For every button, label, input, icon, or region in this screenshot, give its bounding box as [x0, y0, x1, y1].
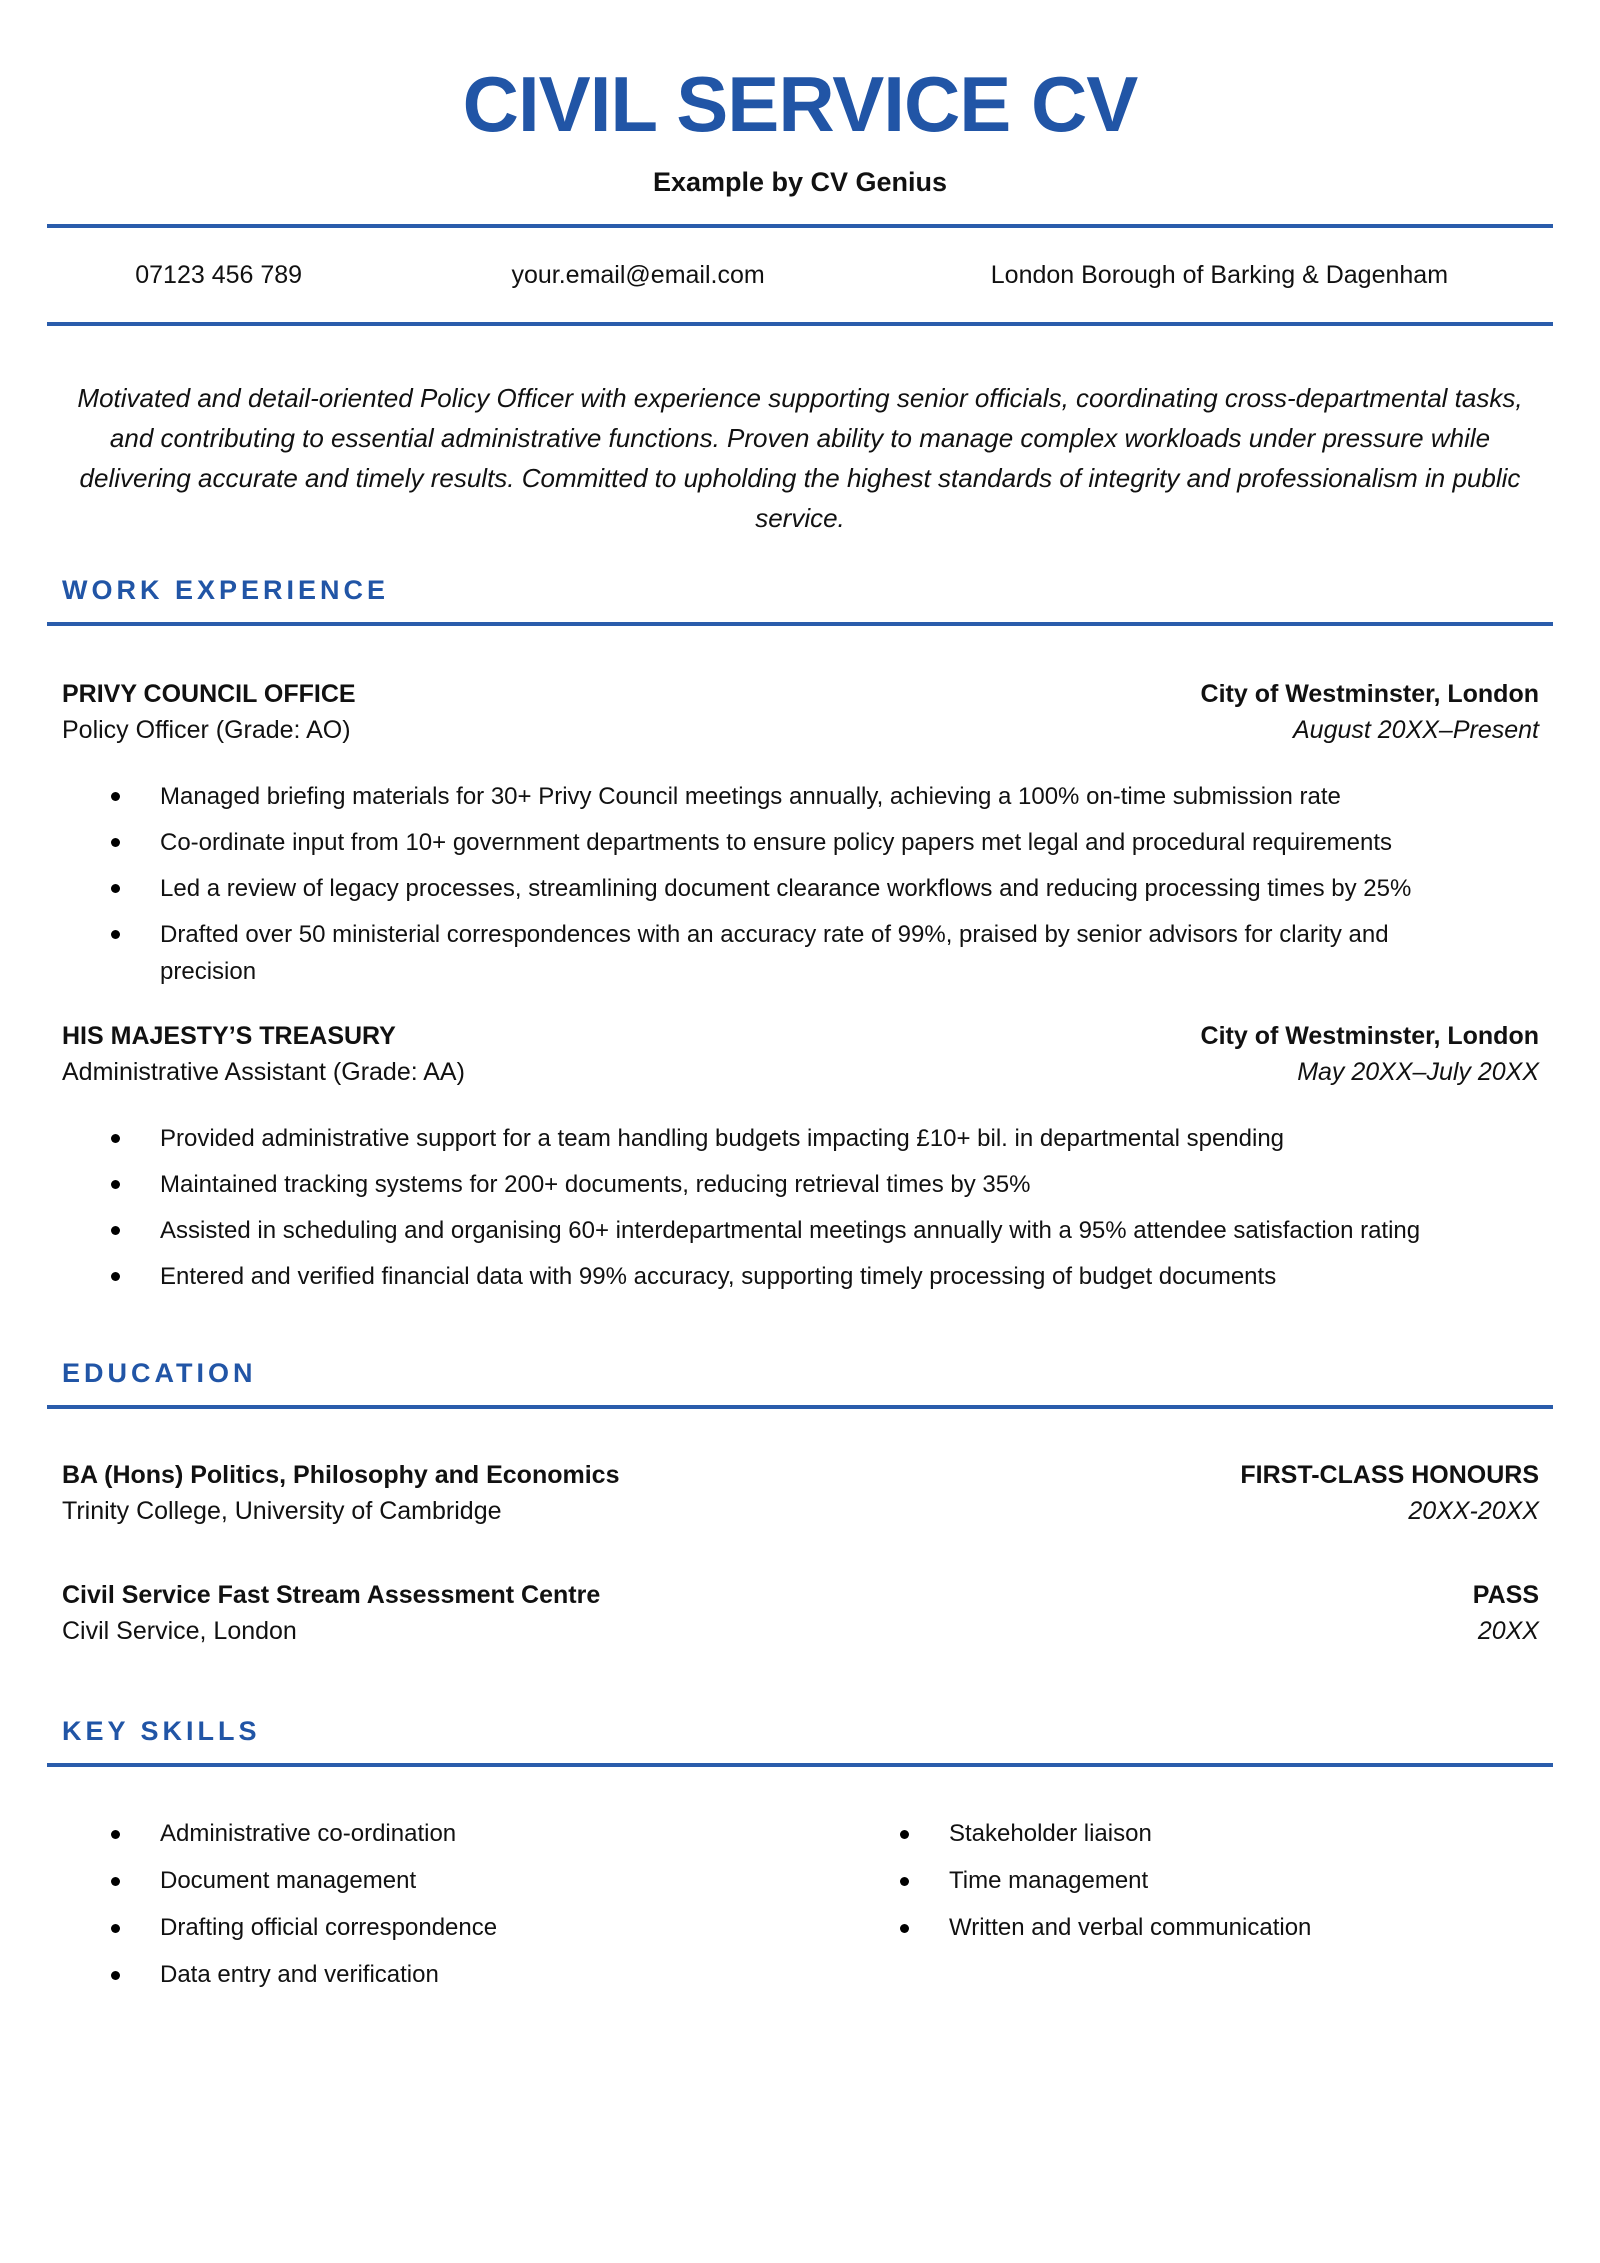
- job-header-row: [47, 1018, 1553, 1054]
- degree-name: Civil Service Fast Stream Assessment Centre: [62, 1580, 601, 1609]
- skill-list: [47, 1815, 800, 1994]
- skill-item: Document management: [47, 1862, 800, 1900]
- subtitle: Example by CV Genius: [652, 166, 948, 197]
- section-divider: [47, 1405, 1553, 1409]
- job-entry: [47, 1018, 1553, 1295]
- company-name: PRIVY COUNCIL OFFICE: [62, 679, 356, 708]
- degree-result: FIRST-CLASS HONOURS: [1240, 1460, 1539, 1489]
- job-entry: [47, 676, 1553, 990]
- skill-item: Drafting official correspondence: [47, 1909, 800, 1947]
- job-role: Policy Officer (Grade: AO): [62, 715, 351, 744]
- section-divider: [47, 622, 1553, 626]
- education-subheader-row: [47, 1493, 1553, 1529]
- company-name: HIS MAJESTY’S TREASURY: [62, 1021, 396, 1050]
- job-location: City of Westminster, London: [1200, 679, 1539, 708]
- bullet-item: Maintained tracking systems for 200+ documents, reducing retrieval times by 35%: [47, 1166, 1467, 1203]
- job-subheader-row: [47, 712, 1553, 748]
- section-work-experience: [47, 572, 1553, 1295]
- contact-location: London Borough of Barking & Dagenham: [990, 260, 1449, 289]
- cv-header: [47, 62, 1553, 200]
- job-role: Administrative Assistant (Grade: AA): [62, 1057, 465, 1086]
- professional-summary: Motivated and detail-oriented Policy Officer with experience supporting senior officials, coordinating cross-departmental tasks, and contributing to essential administrative functions. Proven ability to manage complex workloads under pressure while delivering accurate and timely results. Committed to upholding the highest standards of integrity and professionalism in public service.: [77, 382, 1523, 533]
- job-dates: May 20XX–July 20XX: [1297, 1057, 1539, 1086]
- contact-phone: 07123 456 789: [135, 260, 303, 289]
- job-bullet-list: [47, 1120, 1553, 1295]
- bullet-item: Entered and verified financial data with 99% accuracy, supporting timely processing of budget documents: [47, 1258, 1467, 1295]
- degree-name: BA (Hons) Politics, Philosophy and Economics: [62, 1460, 620, 1489]
- education-years: 20XX-20XX: [1408, 1496, 1539, 1525]
- education-header-row: [47, 1577, 1553, 1613]
- key-skills-heading: KEY SKILLS: [62, 1715, 261, 1746]
- degree-result: PASS: [1472, 1580, 1539, 1609]
- education-entry: [47, 1577, 1553, 1649]
- skills-column-left: [47, 1815, 800, 2003]
- job-subheader-row: [47, 1054, 1553, 1090]
- section-key-skills: [47, 1713, 1553, 2003]
- bullet-item: Co-ordinate input from 10+ government departments to ensure policy papers met legal and procedural requirements: [47, 824, 1467, 861]
- job-header-row: [47, 676, 1553, 712]
- job-location: City of Westminster, London: [1200, 1021, 1539, 1050]
- bullet-item: Provided administrative support for a team handling budgets impacting £10+ bil. in departmental spending: [47, 1120, 1467, 1157]
- skill-item: Written and verbal communication: [836, 1909, 1553, 1947]
- contact-email: your.email@email.com: [511, 260, 765, 289]
- skill-list: [836, 1815, 1553, 1947]
- bullet-item: Drafted over 50 ministerial correspondences with an accuracy rate of 99%, praised by senior advisors for clarity and precision: [47, 916, 1467, 990]
- bullet-item: Managed briefing materials for 30+ Privy Council meetings annually, achieving a 100% on-time submission rate: [47, 778, 1467, 815]
- skills-column-right: [800, 1815, 1553, 2003]
- bullet-item: Assisted in scheduling and organising 60+ interdepartmental meetings annually with a 95% attendee satisfaction rating: [47, 1212, 1467, 1249]
- skill-item: Administrative co-ordination: [47, 1815, 800, 1853]
- skill-item: Time management: [836, 1862, 1553, 1900]
- education-years: 20XX: [1477, 1616, 1539, 1645]
- education-header-row: [47, 1457, 1553, 1493]
- section-education: [47, 1355, 1553, 1649]
- section-divider: [47, 1763, 1553, 1767]
- skill-item: Stakeholder liaison: [836, 1815, 1553, 1853]
- job-bullet-list: [47, 778, 1553, 990]
- skill-item: Data entry and verification: [47, 1956, 800, 1994]
- job-dates: August 20XX–Present: [1293, 715, 1539, 744]
- bullet-item: Led a review of legacy processes, streamlining document clearance workflows and reducing processing times by 25%: [47, 870, 1467, 907]
- school-name: Civil Service, London: [62, 1616, 297, 1645]
- education-entry: [47, 1457, 1553, 1529]
- work-experience-heading: WORK EXPERIENCE: [62, 574, 390, 605]
- education-subheader-row: [47, 1613, 1553, 1649]
- skills-columns: [47, 1815, 1553, 2003]
- education-heading: EDUCATION: [62, 1357, 257, 1388]
- school-name: Trinity College, University of Cambridge: [62, 1496, 502, 1525]
- contact-bar: [47, 224, 1553, 326]
- page-title: CIVIL SERVICE CV: [462, 60, 1138, 148]
